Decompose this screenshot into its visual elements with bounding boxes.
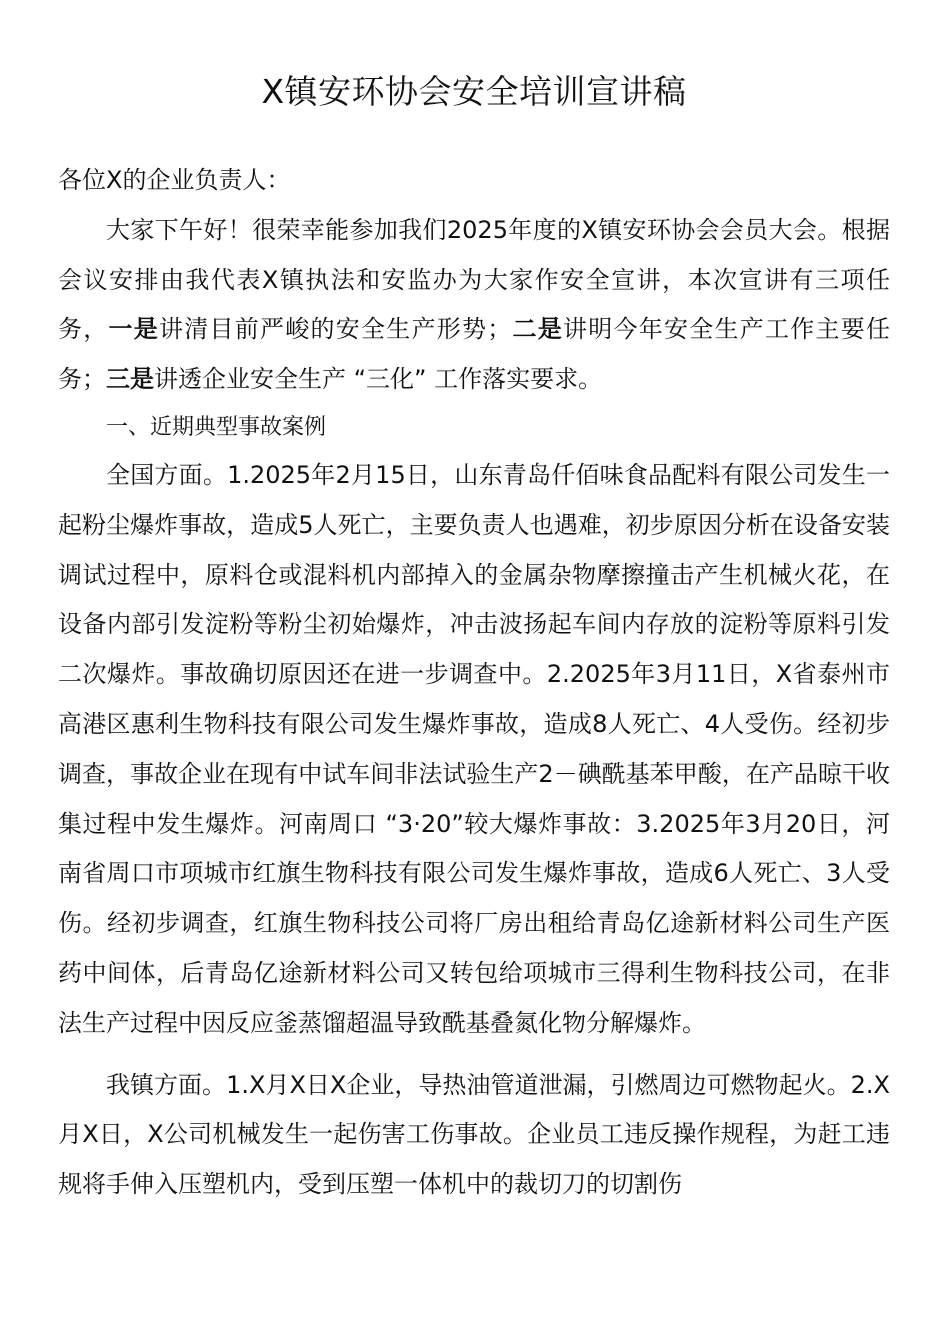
national-cases-paragraph: 全国方面。1.2025年2月15日，山东青岛仟佰味食品配料有限公司发生一起粉尘爆炸事故，造成5人死亡，主要负责人也遇难，初步原因分析在设备安装调试过程中，原料仓或混料机内部掉入的金属杂物摩擦撞击产生机械火花，在设备内部引发淀粉等粉尘初始爆炸，冲击波扬起车间内存放的淀粉等原料引发二次爆炸。事故确切原因还在进一步调查中。2.2025年3月11日，X省泰州市高港区惠利生物科技有限公司发生爆炸事故，造成8人死亡、4人受伤。经初步调查，事故企业在现有中试车间非法试验生产2－碘酰基苯甲酸，在产品晾干收集过程中发生爆炸。河南周口 “3·20”较大爆炸事故：3.2025年3月20日，河南省周口市项城市红旗生物科技有限公司发生爆炸事故，造成6人死亡、3人受伤。经初步调查，红旗生物科技公司将厂房出租给青岛亿途新材料公司生产医药中间体，后青岛亿途新材料公司又转包给项城市三得利生物科技公司，在非法生产过程中因反应釜蒸馏超温导致酰基叠氮化物分解爆炸。 xyxy=(58,460,890,1037)
salutation: 各位X的企业负责人： xyxy=(58,166,291,194)
document-title: X镇安环协会安全培训宣讲稿 xyxy=(261,72,687,111)
town-cases-paragraph: 我镇方面。1.X月X日X企业，导热油管道泄漏，引燃周边可燃物起火。2.X月X日，X公司机械发生一起伤害工伤事故。企业员工违反操作规程，为赶工违规将手伸入压塑机内，受到压塑一体机中的裁切刀的切割伤 xyxy=(58,1070,890,1199)
intro-point-1-label: 一是 xyxy=(108,315,159,344)
intro-text-1: 大家下午好！很荣幸能参加我们2025年度的X镇安环协会会员大会。根据会议安排由我代表X镇执法和安监办为大家作安全宣讲，本次宣讲有三项任务， xyxy=(58,215,890,344)
intro-text-2: 讲清目前严峻的安全生产形势； xyxy=(159,315,512,344)
intro-point-2-label: 二是 xyxy=(511,315,563,344)
intro-text-4: 讲透企业安全生产 “三化” 工作落实要求。 xyxy=(154,365,603,394)
section-heading-1: 一、近期典型事故案例 xyxy=(106,414,327,440)
intro-text-3: 讲明今年安全生产工作主要任务； xyxy=(58,315,890,394)
intro-paragraph xyxy=(58,206,890,405)
intro-point-3-label: 三是 xyxy=(106,365,154,394)
